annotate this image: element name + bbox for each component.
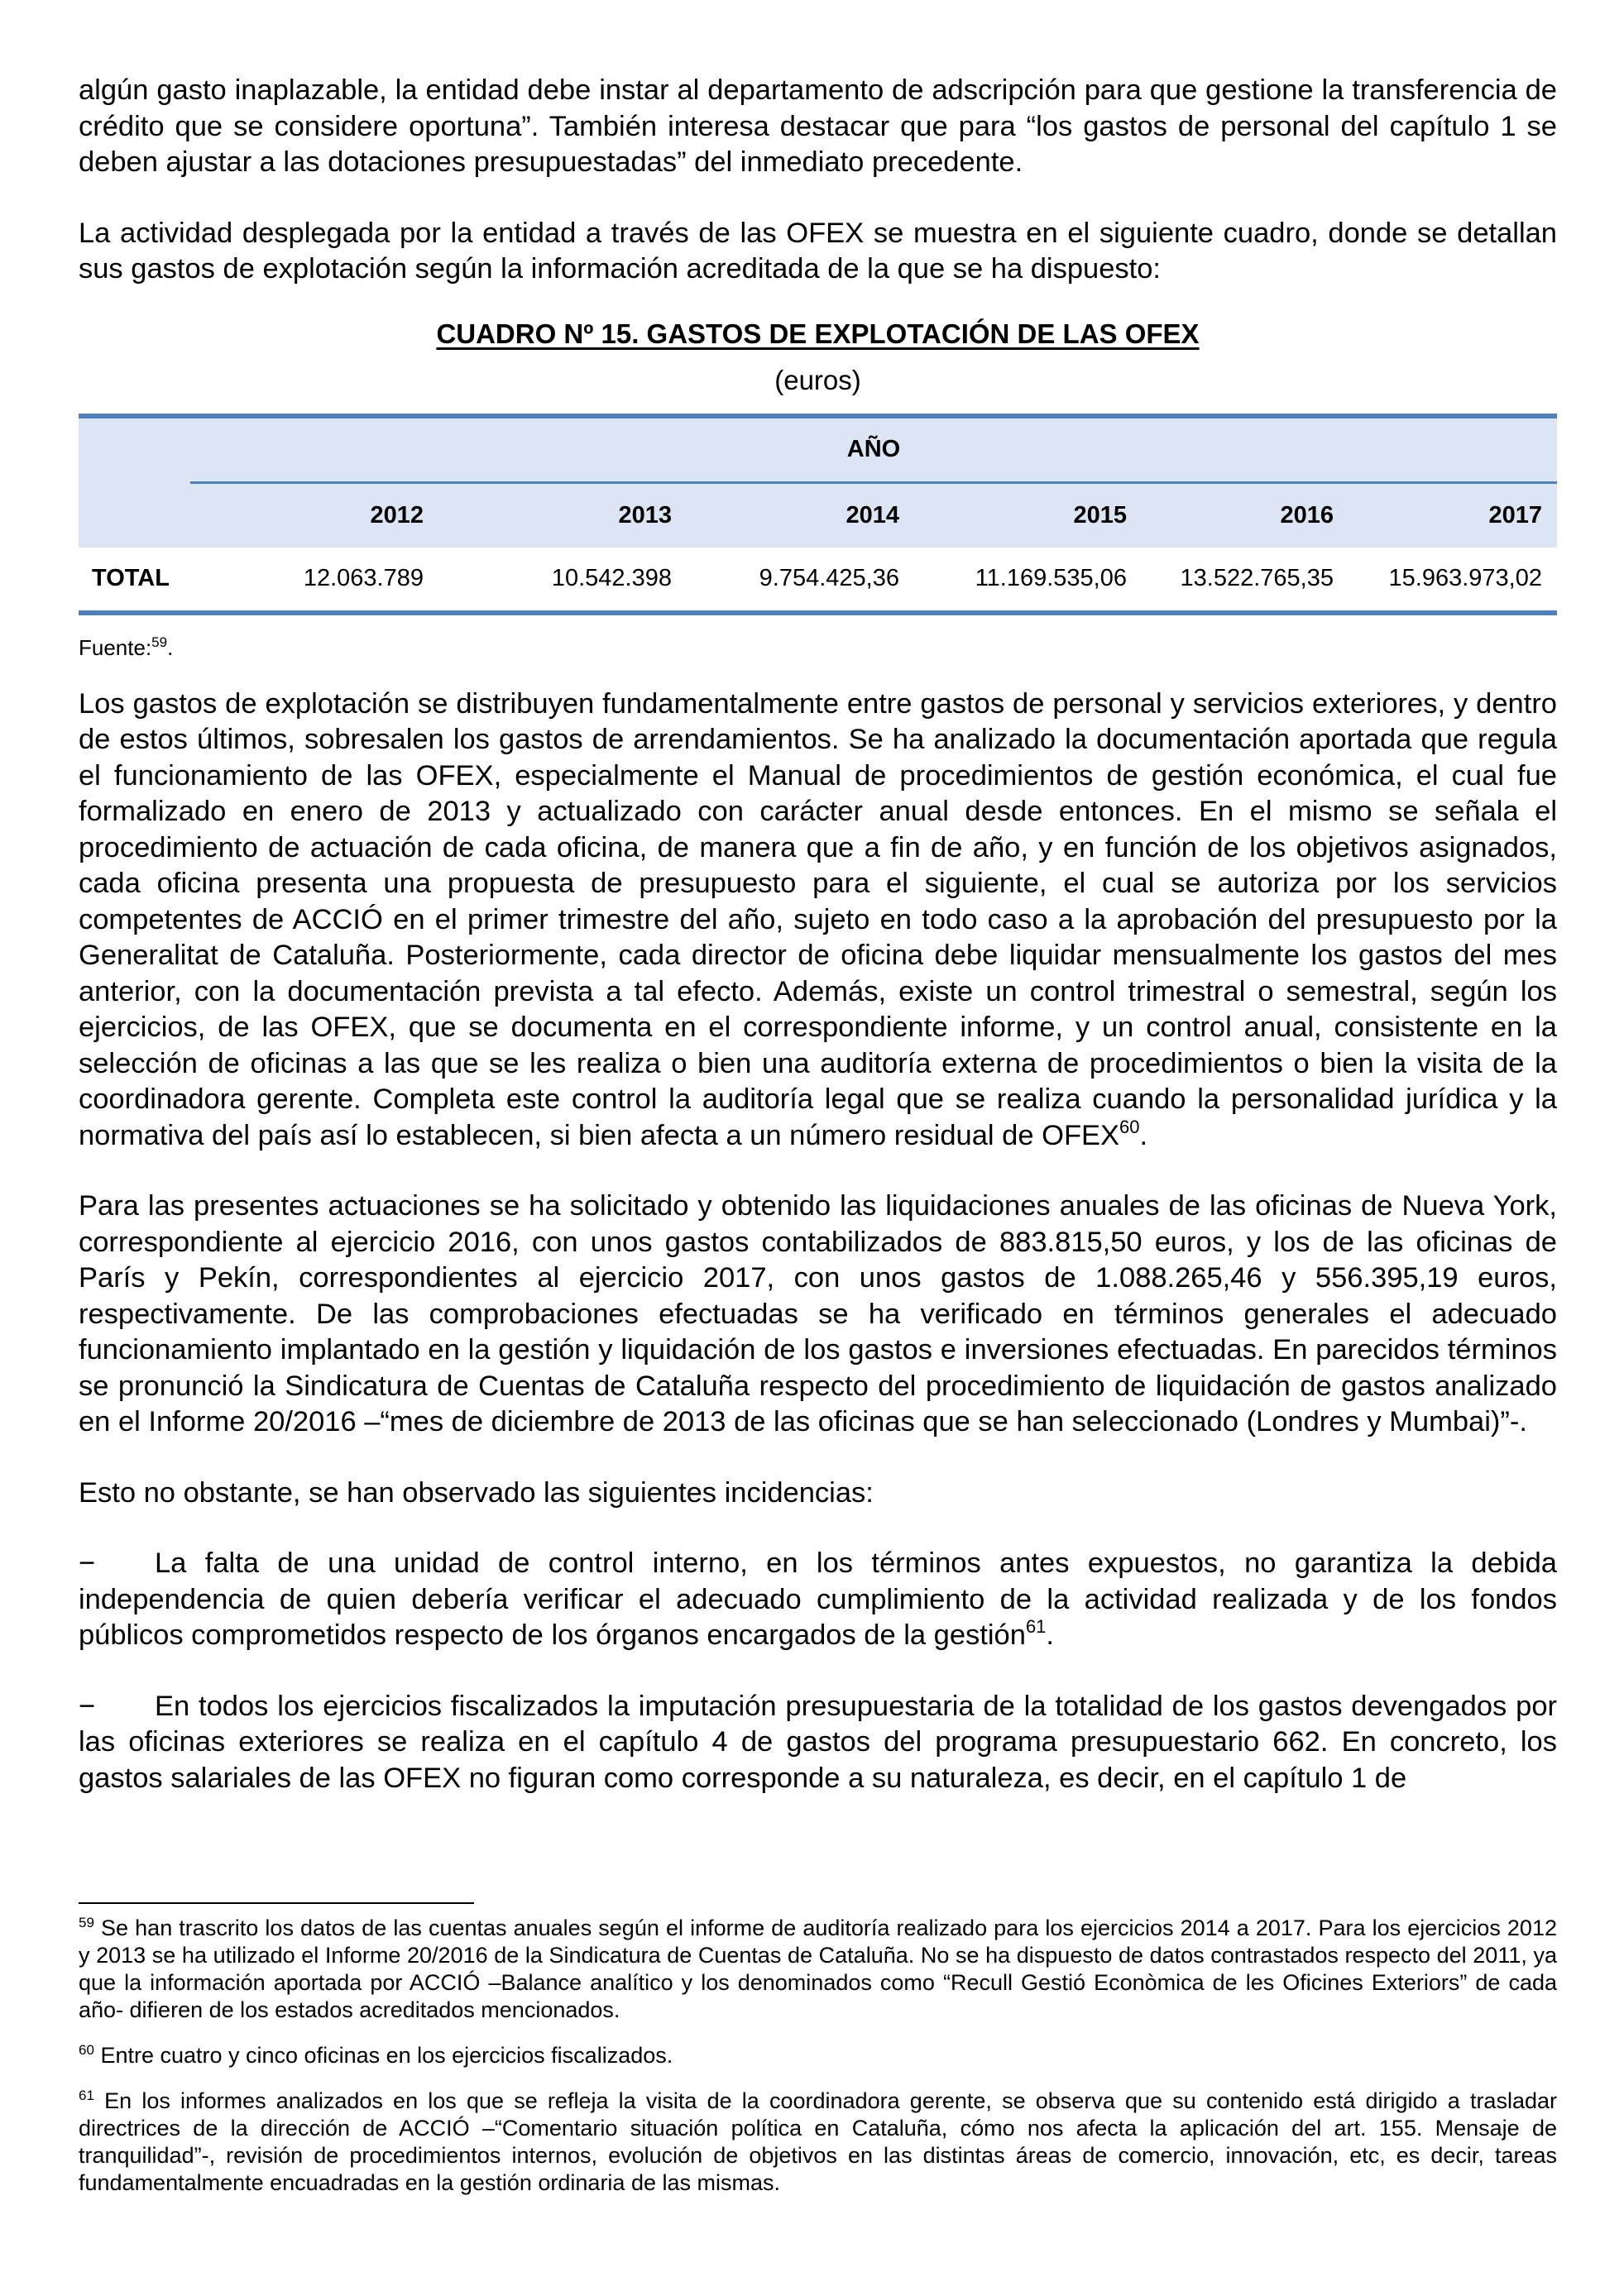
total-value-cell: 13.522.765,35	[1142, 548, 1349, 613]
table-row-total	[79, 548, 1557, 613]
paragraph-2: La actividad desplegada por la entidad a través de las OFEX se muestra en el siguiente cuadro, donde se detallan sus gastos de explotación según la información acreditada de la que se ha dispuesto:	[79, 217, 1557, 285]
bullet-dash-icon: −	[79, 1547, 96, 1579]
header-empty-cell	[79, 416, 190, 548]
total-value-cell: 9.754.425,36	[687, 548, 914, 613]
table-units: (euros)	[774, 364, 861, 395]
source-label: Fuente:	[79, 634, 152, 660]
table-header-group-row	[79, 416, 1557, 483]
footnote-text: Se han trascrito los datos de las cuentas anuales según el informe de auditoría realizado para los ejercicios 2014 a 2017. Para los ejercicios 2012 y 2013 se ha utilizado el Informe 20/2016 de la Sindicatura de Cuentas de Cataluña. No se ha dispuesto de datos contrastados respecto del 2011, ya que la información aportada por ACCIÓ –Balance analítico y los denominados como “Recull Gestió Econòmica de les Oficines Exteriors” de cada año- difieren de los estados acreditados mencionados.	[79, 1916, 1557, 2022]
footnote-60	[79, 2042, 1557, 2069]
row-label-total: TOTAL	[79, 548, 190, 613]
paragraph-5: Esto no obstante, se han observado las siguientes incidencias:	[79, 1476, 874, 1509]
paragraph-3-text: Los gastos de explotación se distribuyen fundamentalmente entre gastos de personal y servicios exteriores, y dentro de estos últimos, sobresalen los gastos de arrendamientos. Se ha analizado la documentación aportada que regula el funcionamiento de las OFEX, especialmente el Manual de procedimientos de gestión económica, el cual fue formalizado en enero de 2013 y actualizado con carácter anual desde entonces. En el mismo se señala el procedimiento de actuación de cada oficina, de manera que a fin de año, y en función de los objetivos asignados, cada oficina presenta una propuesta de presupuesto para el siguiente, el cual se autoriza por los servicios competentes de ACCIÓ en el primer trimestre del año, sujeto en todo caso a la aprobación del presupuesto por la Generalitat de Cataluña. Posteriormente, cada director de oficina debe liquidar mensualmente los gastos del mes anterior, con la documentación prevista a tal efecto. Además, existe un control trimestral o semestral, según los ejercicios, de las OFEX, que se documenta en el correspondiente informe, y un control anual, consistente en la selección de oficinas a las que se les realiza o bien una auditoría externa de procedimientos o bien la visita de la coordinadora gerente. Completa este control la auditoría legal que se realiza cuando la personalidad jurídica y la normativa del país así lo establecen, si bien afecta a un número residual de OFEX	[79, 687, 1557, 1151]
footnote-text: En los informes analizados en los que se refleja la visita de la coordinadora gerente, se observa que su contenido está dirigido a trasladar directrices de la dirección de ACCIÓ –“Comentario situación política en Cataluña, cómo nos afecta la aplicación del art. 155. Mensaje de tranquilidad”-, revisión de procedimientos internos, evolución de objetivos en las distintas áreas de comercio, innovación, etc, es decir, tareas fundamentalmente encuadradas en la gestión ordinaria de las mismas.	[79, 2088, 1557, 2195]
header-year: 2017	[1349, 482, 1557, 548]
header-year: 2013	[438, 482, 687, 548]
header-year: 2016	[1142, 482, 1349, 548]
header-year: 2015	[914, 482, 1142, 548]
table-header-years-row	[79, 482, 1557, 548]
bullet-item-2	[79, 1689, 1557, 1797]
header-year-group: AÑO	[190, 416, 1557, 483]
bullet-dash-icon: −	[79, 1690, 96, 1722]
page-body	[79, 73, 1557, 1796]
paragraph-4: Para las presentes actuaciones se ha solicitado y obtenido las liquidaciones anuales de las oficinas de Nueva York, correspondiente al ejercicio 2016, con unos gastos contabilizados de 883.815,50 euros, y los de las oficinas de París y Pekín, correspondientes al ejercicio 2017, con unos gastos de 1.088.265,46 y 556.395,19 euros, respectivamente. De las comprobaciones efectuadas se ha verificado en términos generales el adecuado funcionamiento implantado en la gestión y liquidación de los gastos e inversiones efectuadas. En parecidos términos se pronunció la Sindicatura de Cuentas de Cataluña respecto del procedimiento de liquidación de gastos analizado en el Informe 20/2016 –“mes de diciembre de 2013 de las oficinas que se han seleccionado (Londres y Mumbai)”-.	[79, 1190, 1557, 1437]
footnote-number: 59	[79, 1915, 94, 1930]
paragraph-3	[79, 686, 1557, 1155]
total-value-cell: 12.063.789	[190, 548, 438, 613]
footnote-ref-60[interactable]: 60	[1119, 1116, 1140, 1137]
total-value-cell: 15.963.973,02	[1349, 548, 1557, 613]
table-source	[79, 634, 1557, 662]
footnotes	[79, 1915, 1557, 2197]
source-end: .	[167, 634, 174, 660]
header-year: 2014	[687, 482, 914, 548]
bullet-2-text: En todos los ejercicios fiscalizados la imputación presupuestaria de la totalidad de los gastos devengados por las oficinas exteriores se realiza en el capítulo 4 de gastos del programa presupuestario 662. En concreto, los gastos salariales de las OFEX no figuran como corresponde a su naturaleza, es decir, en el capítulo 1 de	[79, 1690, 1557, 1794]
bullet-1-text: La falta de una unidad de control interno, en los términos antes expuestos, no garantiza la debida independencia de quien debería verificar el adecuado cumplimiento de la actividad realizada y de los fondos públicos comprometidos respecto de los órganos encargados de la gestión	[79, 1547, 1557, 1651]
table-title: CUADRO Nº 15. GASTOS DE EXPLOTACIÓN DE LAS OFEX	[436, 318, 1200, 349]
bullet-item-1	[79, 1546, 1557, 1654]
footnote-ref-61[interactable]: 61	[1025, 1616, 1047, 1637]
paragraph-3-end: .	[1139, 1119, 1148, 1151]
total-value-cell: 11.169.535,06	[914, 548, 1142, 613]
header-year: 2012	[190, 482, 438, 548]
footnote-number: 60	[79, 2042, 94, 2058]
footnote-text: Entre cuatro y cinco oficinas en los ejercicios fiscalizados.	[100, 2043, 673, 2068]
footnote-separator	[79, 1902, 474, 1904]
bullet-1-end: .	[1046, 1619, 1055, 1651]
paragraph-1: algún gasto inaplazable, la entidad debe instar al departamento de adscripción para que gestione la transferencia de crédito que se considere oportuna”. También interesa destacar que para “los gastos de personal del capítulo 1 se deben ajustar a las dotaciones presupuestadas” del inmediato precedente.	[79, 74, 1557, 178]
footnote-61	[79, 2088, 1557, 2197]
total-value-cell: 10.542.398	[438, 548, 687, 613]
footnote-59	[79, 1915, 1557, 2024]
footnote-ref-59[interactable]: 59	[151, 634, 168, 650]
footnote-number: 61	[79, 2088, 94, 2103]
expenses-table	[79, 414, 1557, 615]
